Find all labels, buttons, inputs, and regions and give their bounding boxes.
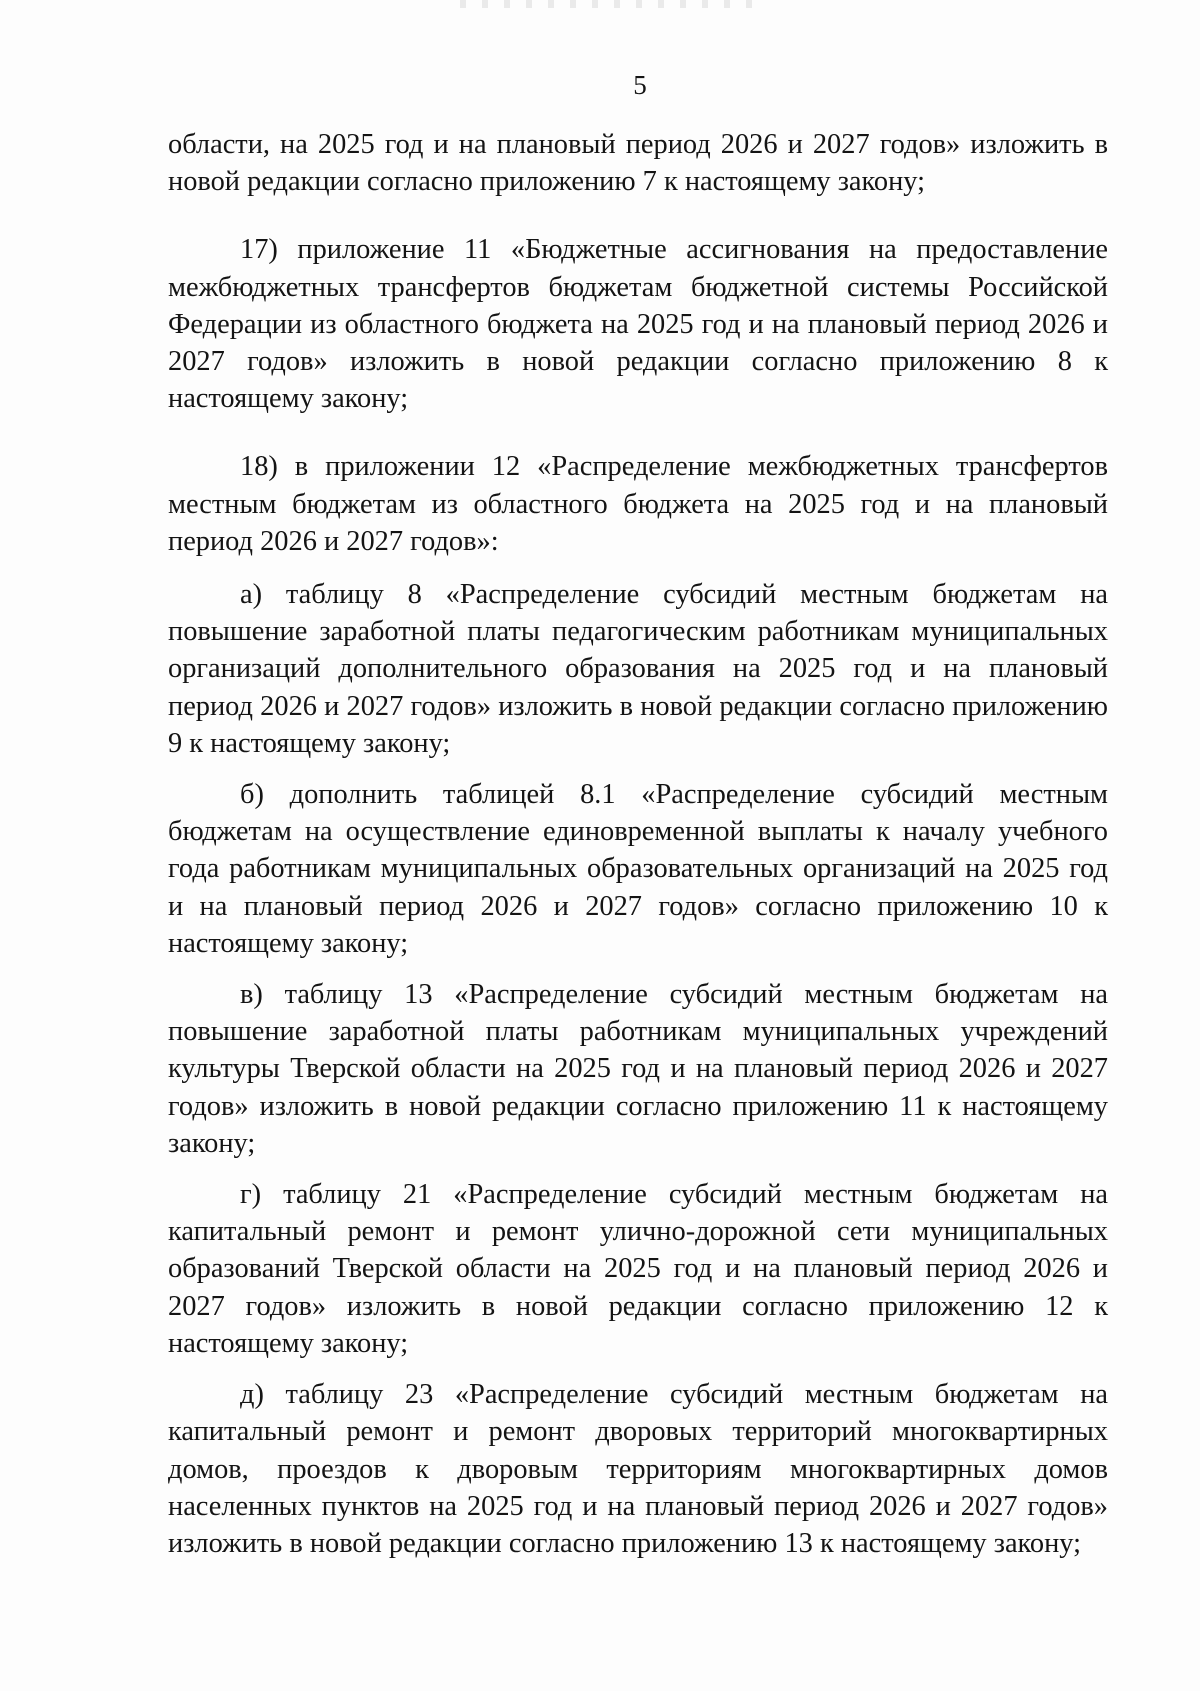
paragraph-subitem-g: г) таблицу 21 «Распределение субсидий местным бюджетам на капитальный ремонт и ремонт улично-дорожной сети муниципальных образований Тверской области на 2025 год и на плановый период 2026 и 2027 годов» изложить в новой редакции согласно приложению 12 к настоящему закону; bbox=[168, 1179, 1108, 1359]
paragraph-subitem-b: б) дополнить таблицей 8.1 «Распределение субсидий местным бюджетам на осуществление единовременной выплаты к началу учебного года работникам муниципальных образовательных организаций на 2025 год и на плановый период 2026 и 2027 годов» согласно приложению 10 к настоящему закону; bbox=[168, 779, 1108, 959]
paragraph-subitem-d: д) таблицу 23 «Распределение субсидий местным бюджетам на капитальный ремонт и ремонт дворовых территорий многоквартирных домов, проездов к дворовым территориям многоквартирных домов населенных пунктов на 2025 год и на плановый период 2026 и 2027 годов» изложить в новой редакции согласно приложению 13 к настоящему закону; bbox=[168, 1379, 1108, 1559]
paragraph-subitem-a: а) таблицу 8 «Распределение субсидий местным бюджетам на повышение заработной платы педагогическим работникам муниципальных организаций дополнительного образования на 2025 год и на плановый период 2026 и 2027 годов» изложить в новой редакции согласно приложению 9 к настоящему закону; bbox=[168, 579, 1108, 759]
paragraph-continuation: области, на 2025 год и на плановый период 2026 и 2027 годов» изложить в новой редакции согласно приложению 7 к настоящему закону; bbox=[168, 129, 1108, 198]
page-number: 5 bbox=[633, 70, 647, 100]
scan-artifact bbox=[460, 0, 760, 8]
document-body bbox=[168, 126, 1108, 1562]
paragraph-subitem-v: в) таблицу 13 «Распределение субсидий местным бюджетам на повышение заработной платы работникам муниципальных учреждений культуры Тверской области на 2025 год и на плановый период 2026 и 2027 годов» изложить в новой редакции согласно приложению 11 к настоящему закону; bbox=[168, 979, 1108, 1159]
paragraph-item-18: 18) в приложении 12 «Распределение межбюджетных трансфертов местным бюджетам из областного бюджета на 2025 год и на плановый период 2026 и 2027 годов»: bbox=[168, 451, 1108, 557]
paragraph-item-17: 17) приложение 11 «Бюджетные ассигнования на предоставление межбюджетных трансфертов бюджетам бюджетной системы Российской Федерации из областного бюджета на 2025 год и на плановый период 2026 и 2027 годов» изложить в новой редакции согласно приложению 8 к настоящему закону; bbox=[168, 234, 1108, 415]
